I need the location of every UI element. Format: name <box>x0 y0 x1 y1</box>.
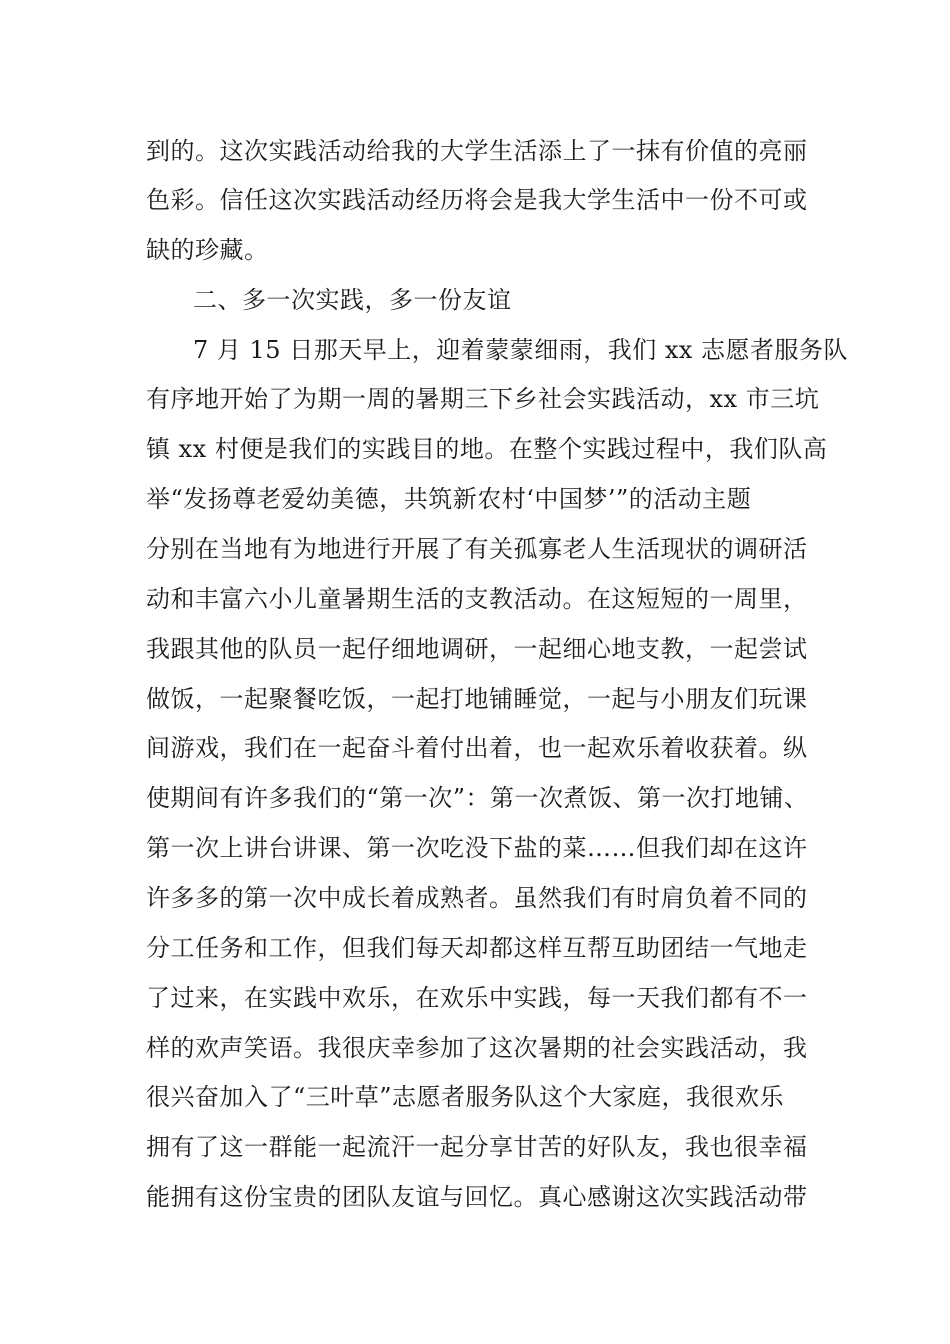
text-line: 缺的珍藏。 <box>146 236 269 264</box>
text-line: 我跟其他的队员一起仔细地调研，一起细心地支教，一起尝试 <box>146 635 808 663</box>
text-line: 动和丰富六小儿童暑期生活的支教活动。在这短短的一周里， <box>146 585 808 613</box>
text-line: 镇 xx 村便是我们的实践目的地。在整个实践过程中，我们队高 <box>146 435 828 463</box>
text-line: 到的。这次实践活动给我的大学生活添上了一抹有价值的亮丽 <box>146 137 808 165</box>
text-line: 很兴奋加入了“三叶草”志愿者服务队这个大家庭，我很欢乐 <box>146 1083 785 1111</box>
text-line: 色彩。信任这次实践活动经历将会是我大学生活中一份不可或 <box>146 186 808 214</box>
text-line: 分别在当地有为地进行开展了有关孤寡老人生活现状的调研活 <box>146 535 808 563</box>
text-line: 分工任务和工作，但我们每天却都这样互帮互助团结一气地走 <box>146 934 808 962</box>
text-line: 举“发扬尊老爱幼美德，共筑新农村‘中国梦’”的活动主题 <box>146 485 752 513</box>
section-heading: 二、多一次实践，多一份友谊 <box>193 286 512 314</box>
text-line: 7 月 15 日那天早上，迎着蒙蒙细雨，我们 xx 志愿者服务队 <box>193 336 849 364</box>
text-line: 拥有了这一群能一起流汗一起分享甘苦的好队友，我也很幸福 <box>146 1133 808 1161</box>
text-line: 了过来，在实践中欢乐，在欢乐中实践，每一天我们都有不一 <box>146 984 808 1012</box>
text-line: 许多多的第一次中成长着成熟者。虽然我们有时肩负着不同的 <box>146 884 808 912</box>
text-line: 间游戏，我们在一起奋斗着付出着，也一起欢乐着收获着。纵 <box>146 734 808 762</box>
text-line: 能拥有这份宝贵的团队友谊与回忆。真心感谢这次实践活动带 <box>146 1183 808 1211</box>
text-line: 样的欢声笑语。我很庆幸参加了这次暑期的社会实践活动，我 <box>146 1034 808 1062</box>
text-line: 有序地开始了为期一周的暑期三下乡社会实践活动，xx 市三坑 <box>146 385 820 413</box>
text-line: 做饭，一起聚餐吃饭，一起打地铺睡觉，一起与小朋友们玩课 <box>146 685 808 713</box>
text-line: 使期间有许多我们的“第一次”：第一次煮饭、第一次打地铺、 <box>146 784 809 812</box>
text-line: 第一次上讲台讲课、第一次吃没下盐的菜……但我们却在这许 <box>146 834 808 862</box>
